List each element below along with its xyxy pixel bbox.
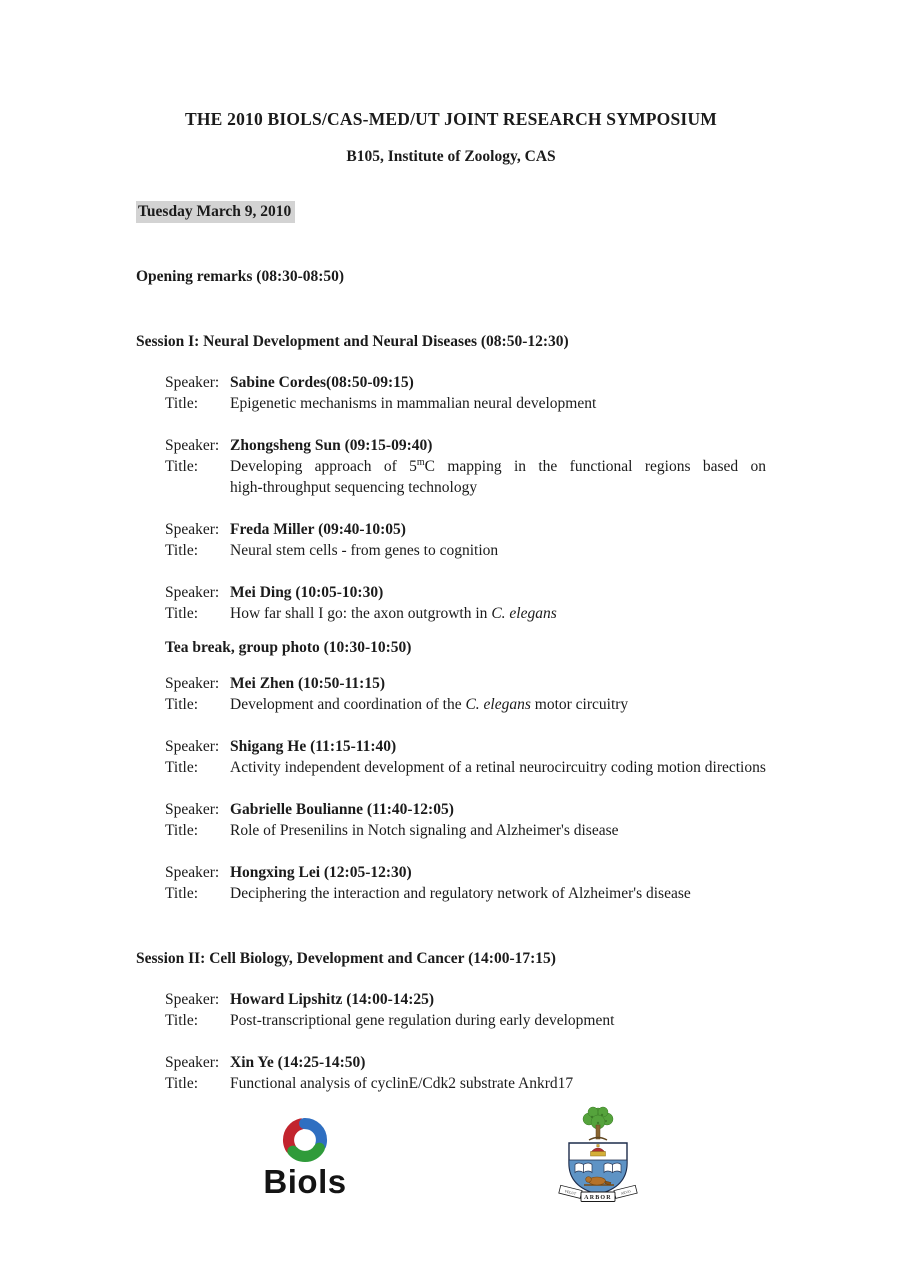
talk-entry xyxy=(165,435,766,498)
talk-title xyxy=(230,456,766,498)
speaker-name: Hongxing Lei (12:05-12:30) xyxy=(230,864,412,881)
italic-text: C. elegans xyxy=(465,696,531,713)
talk-title xyxy=(230,393,766,414)
speaker-label: Speaker: xyxy=(165,521,220,538)
talk-entry xyxy=(165,736,766,778)
talk-title xyxy=(230,540,766,561)
title-label: Title: xyxy=(165,395,199,412)
break-label: Tea break, group photo (10:30-10:50) xyxy=(165,639,412,656)
biols-logo xyxy=(252,1109,358,1200)
footer-logos xyxy=(0,1103,900,1228)
speaker-name: Gabrielle Boulianne (11:40-12:05) xyxy=(230,801,454,818)
speaker-label: Speaker: xyxy=(165,738,220,755)
talk-title xyxy=(230,1073,766,1094)
motto-left-text: VELUT xyxy=(564,1189,577,1196)
motto-center-text: ARBOR xyxy=(584,1195,612,1201)
text-run: Activity independent development of a retinal neurocircuitry coding motion directions xyxy=(230,759,766,776)
talk-entry xyxy=(165,673,766,715)
motto-right-text: AEVO xyxy=(620,1189,632,1196)
talk-entry xyxy=(165,799,766,841)
title-label: Title: xyxy=(165,822,199,839)
text-run: high-throughput xyxy=(230,479,331,496)
venue-subtitle: B105, Institute of Zoology, CAS xyxy=(346,148,556,165)
title-label: Title: xyxy=(165,1012,199,1029)
speaker-label: Speaker: xyxy=(165,864,220,881)
talk-entry xyxy=(165,519,766,561)
text-run: How far shall I go: the axon outgrowth in xyxy=(230,605,492,622)
speaker-name: Mei Ding (10:05-10:30) xyxy=(230,584,384,601)
speaker-label: Speaker: xyxy=(165,437,220,454)
title-label: Title: xyxy=(165,759,199,776)
talk-entry xyxy=(165,372,766,414)
text-run: Functional analysis of cyclinE/Cdk2 substrate Ankrd17 xyxy=(230,1075,574,1092)
opening-remarks: Opening remarks (08:30-08:50) xyxy=(136,268,345,285)
italic-text: C. elegans xyxy=(491,605,557,622)
title-label: Title: xyxy=(165,542,199,559)
speaker-name: Howard Lipshitz (14:00-14:25) xyxy=(230,991,435,1008)
title-label: Title: xyxy=(165,1075,199,1092)
session-heading: Session I: Neural Development and Neural Diseases (08:50-12:30) xyxy=(136,333,569,350)
speaker-label: Speaker: xyxy=(165,584,220,601)
title-label: Title: xyxy=(165,696,199,713)
text-run: Post-transcriptional gene regulation during early development xyxy=(230,1012,615,1029)
biols-logo-text: Biols xyxy=(263,1163,347,1200)
biols-knot-icon xyxy=(274,1109,336,1171)
document-title: THE 2010 BIOLS/CAS-MED/UT JOINT RESEARCH SYMPOSIUM xyxy=(184,109,717,129)
text-run: Epigenetic mechanisms in mammalian neural development xyxy=(230,395,597,412)
talk-entry xyxy=(165,989,766,1031)
talk-title xyxy=(230,694,766,715)
uoft-crest-icon xyxy=(556,1103,640,1207)
sessions-container xyxy=(136,331,766,1094)
speaker-name: Zhongsheng Sun (09:15-09:40) xyxy=(230,437,433,454)
speaker-name: Mei Zhen (10:50-11:15) xyxy=(230,675,385,692)
talk-entry xyxy=(165,862,766,904)
text-run: Neural stem cells - from genes to cognition xyxy=(230,542,499,559)
session-heading: Session II: Cell Biology, Development and Cancer (14:00-17:15) xyxy=(136,950,556,967)
speaker-name: Shigang He (11:15-11:40) xyxy=(230,738,397,755)
text-run: motor circuitry xyxy=(530,696,629,713)
date-highlight: Tuesday March 9, 2010 xyxy=(136,201,295,223)
speaker-label: Speaker: xyxy=(165,374,220,391)
text-run: Developing approach of 5 xyxy=(230,458,417,475)
text-run: Deciphering the interaction and regulatory network of Alzheimer's disease xyxy=(230,885,691,902)
talk-title xyxy=(230,1010,766,1031)
speaker-label: Speaker: xyxy=(165,801,220,818)
talk-entry xyxy=(165,582,766,624)
talk-title xyxy=(230,757,766,778)
talk-entry xyxy=(165,1052,766,1094)
text-run: C mapping in the functional regions based on xyxy=(424,458,766,475)
text-run: sequencing technology xyxy=(330,479,478,496)
speaker-name: Sabine Cordes(08:50-09:15) xyxy=(230,374,414,391)
talk-title xyxy=(230,603,766,624)
speaker-label: Speaker: xyxy=(165,1054,220,1071)
date-row xyxy=(136,201,766,223)
text-run: Development and coordination of the xyxy=(230,696,466,713)
speaker-name: Xin Ye (14:25-14:50) xyxy=(230,1054,366,1071)
title-label: Title: xyxy=(165,885,199,902)
title-label: Title: xyxy=(165,458,199,475)
speaker-name: Freda Miller (09:40-10:05) xyxy=(230,521,406,538)
text-run: Role of Presenilins in Notch signaling and Alzheimer's disease xyxy=(230,822,619,839)
title-label: Title: xyxy=(165,605,199,622)
superscript-text: m xyxy=(416,456,425,468)
talk-title xyxy=(230,883,766,904)
speaker-label: Speaker: xyxy=(165,991,220,1008)
talk-title xyxy=(230,820,766,841)
speaker-label: Speaker: xyxy=(165,675,220,692)
